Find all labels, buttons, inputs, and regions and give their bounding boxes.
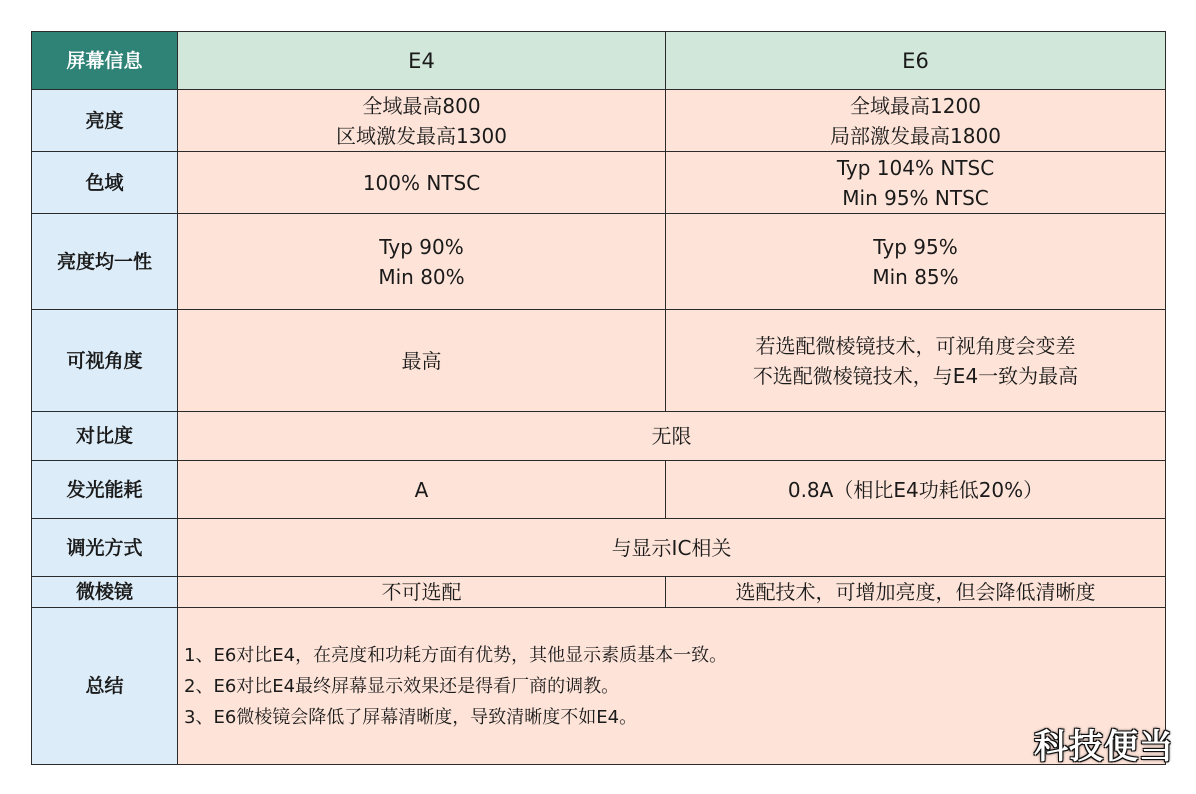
cell-summary	[178, 608, 1166, 765]
row-label-microprism: 微棱镜	[32, 577, 178, 608]
cell-gamut-e4	[178, 152, 666, 214]
row-label-contrast: 对比度	[32, 412, 178, 461]
header-label: 屏幕信息	[32, 32, 178, 90]
cell-line: Typ 95%	[873, 234, 958, 259]
cell-power-e4	[178, 461, 666, 519]
row-label-uniformity: 亮度均一性	[32, 214, 178, 310]
summary-line: 2、E6对比E4最终屏幕显示效果还是得看厂商的调教。	[184, 675, 620, 697]
cell-microprism-e4	[178, 577, 666, 608]
row-label-dimming: 调光方式	[32, 519, 178, 577]
cell-line: 不选配微棱镜技术，与E4一致为最高	[752, 363, 1079, 388]
cell-line: Min 80%	[378, 264, 465, 289]
cell-line: 若选配微棱镜技术，可视角度会变差	[755, 333, 1076, 358]
row-label-power: 发光能耗	[32, 461, 178, 519]
cell-line: 不可选配	[381, 580, 462, 604]
cell-line: Typ 90%	[379, 234, 464, 259]
cell-uniformity-e4	[178, 214, 666, 310]
summary-line: 1、E6对比E4，在亮度和功耗方面有优势，其他显示素质基本一致。	[184, 644, 728, 666]
cell-uniformity-e6	[666, 214, 1166, 310]
row-contrast	[32, 412, 1166, 461]
cell-viewing-angle-e4	[178, 310, 666, 412]
cell-line: 局部激发最高1800	[830, 123, 1001, 148]
cell-line: 区域激发最高1300	[336, 123, 507, 148]
row-label-gamut: 色域	[32, 152, 178, 214]
row-summary	[32, 608, 1166, 765]
watermark: 科技便当	[1034, 727, 1174, 767]
cell-contrast-merged: 无限	[178, 412, 1166, 461]
cell-viewing-angle-e6	[666, 310, 1166, 412]
cell-brightness-e6	[666, 90, 1166, 152]
cell-brightness-e4	[178, 90, 666, 152]
row-microprism	[32, 577, 1166, 608]
cell-line: 100% NTSC	[362, 170, 481, 195]
cell-power-e6	[666, 461, 1166, 519]
cell-line: Typ 104% NTSC	[836, 155, 995, 180]
row-gamut	[32, 152, 1166, 214]
row-uniformity	[32, 214, 1166, 310]
cell-line: A	[414, 477, 429, 502]
cell-gamut-e6	[666, 152, 1166, 214]
row-label-brightness: 亮度	[32, 90, 178, 152]
cell-line: 0.8A（相比E4功耗低20%）	[787, 477, 1044, 502]
header-e6: E6	[666, 32, 1166, 90]
cell-line: Min 85%	[872, 264, 959, 289]
row-brightness	[32, 90, 1166, 152]
summary-line: 3、E6微棱镜会降低了屏幕清晰度，导致清晰度不如E4。	[184, 706, 638, 728]
row-viewing-angle	[32, 310, 1166, 412]
header-row	[32, 32, 1166, 90]
header-e4: E4	[178, 32, 666, 90]
row-power	[32, 461, 1166, 519]
spec-comparison-table	[31, 31, 1166, 765]
cell-line: Min 95% NTSC	[842, 185, 989, 210]
cell-line: 全域最高800	[362, 93, 481, 118]
row-dimming	[32, 519, 1166, 577]
cell-dimming-merged: 与显示IC相关	[178, 519, 1166, 577]
cell-line: 选配技术，可增加亮度，但会降低清晰度	[735, 580, 1096, 604]
row-label-viewing-angle: 可视角度	[32, 310, 178, 412]
cell-microprism-e6	[666, 577, 1166, 608]
row-label-summary: 总结	[32, 608, 178, 765]
cell-line: 全域最高1200	[850, 93, 981, 118]
cell-line: 最高	[401, 348, 442, 373]
